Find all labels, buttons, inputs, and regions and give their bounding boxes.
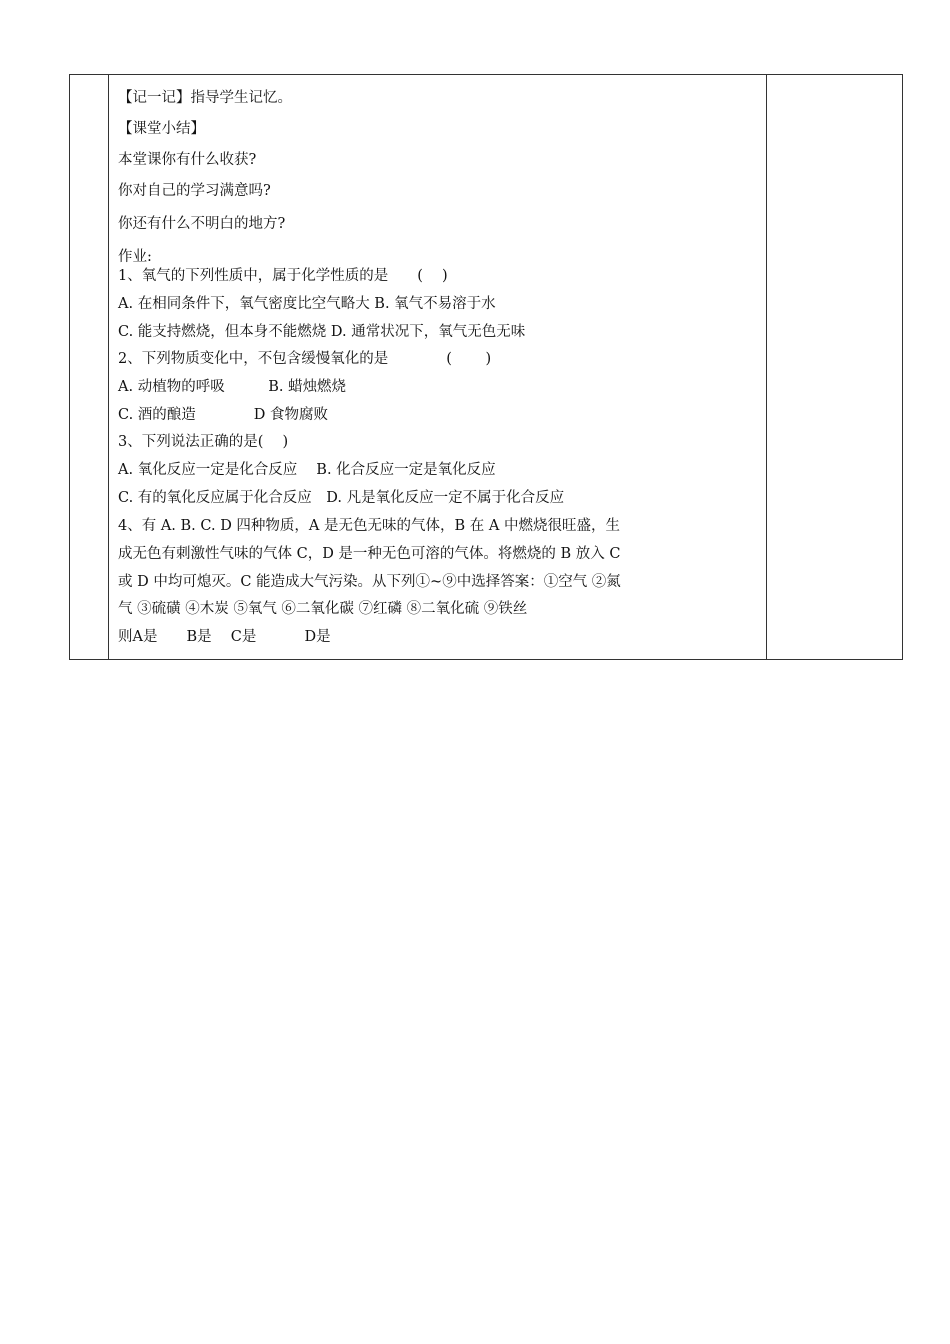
homework-heading: 作业: — [118, 249, 152, 265]
content-area — [109, 75, 766, 659]
question-gain: 本堂课你有什么收获? — [118, 152, 257, 168]
q2-options-cd: C. 酒的酿造 D 食物腐败 — [118, 407, 329, 423]
question-satisfied: 你对自己的学习满意吗? — [118, 183, 271, 199]
q4-line-4: 气 ③硫磺 ④木炭 ⑤氧气 ⑥二氧化碳 ⑦红磷 ⑧二氧化硫 ⑨铁丝 — [118, 601, 528, 617]
q1-options-ab: A. 在相同条件下，氧气密度比空气略大 B. 氧气不易溶于水 — [118, 296, 496, 312]
right-notes-cell — [767, 75, 903, 660]
q4-line-2: 成无色有刺激性气味的气体 C，D 是一种无色可溶的气体。将燃烧的 B 放入 C — [118, 546, 621, 562]
question-unclear: 你还有什么不明白的地方? — [118, 216, 286, 232]
q2-options-ab: A. 动植物的呼吸 B. 蜡烛燃烧 — [118, 379, 347, 395]
memorize-text: 【记一记】指导学生记忆。 — [118, 90, 292, 106]
lesson-table — [69, 74, 903, 660]
content-cell — [109, 75, 767, 660]
q3-options-ab: A. 氧化反应一定是化合反应 B. 化合反应一定是氧化反应 — [118, 462, 496, 478]
summary-heading: 【课堂小结】 — [118, 121, 205, 137]
left-margin-cell — [70, 75, 109, 660]
q2-stem: 2、下列物质变化中，不包含缓慢氧化的是 ( ) — [118, 351, 492, 367]
q4-line-3: 或 D 中均可熄灭。C 能造成大气污染。从下列①~⑨中选择答案：①空气 ②氮 — [118, 574, 621, 590]
q1-stem: 1、氧气的下列性质中，属于化学性质的是 ( ) — [118, 268, 448, 284]
q4-line-1: 4、有 A. B. C. D 四种物质，A 是无色无味的气体，B 在 A 中燃烧很旺盛，生 — [118, 518, 620, 534]
q1-options-cd: C. 能支持燃烧，但本身不能燃烧 D. 通常状况下，氧气无色无味 — [118, 324, 526, 340]
q3-stem: 3、下列说法正确的是( ) — [118, 434, 289, 450]
q4-answer-line: 则A是 B是 C是 D是 — [118, 629, 331, 645]
q3-options-cd: C. 有的氧化反应属于化合反应 D. 凡是氧化反应一定不属于化合反应 — [118, 490, 565, 506]
